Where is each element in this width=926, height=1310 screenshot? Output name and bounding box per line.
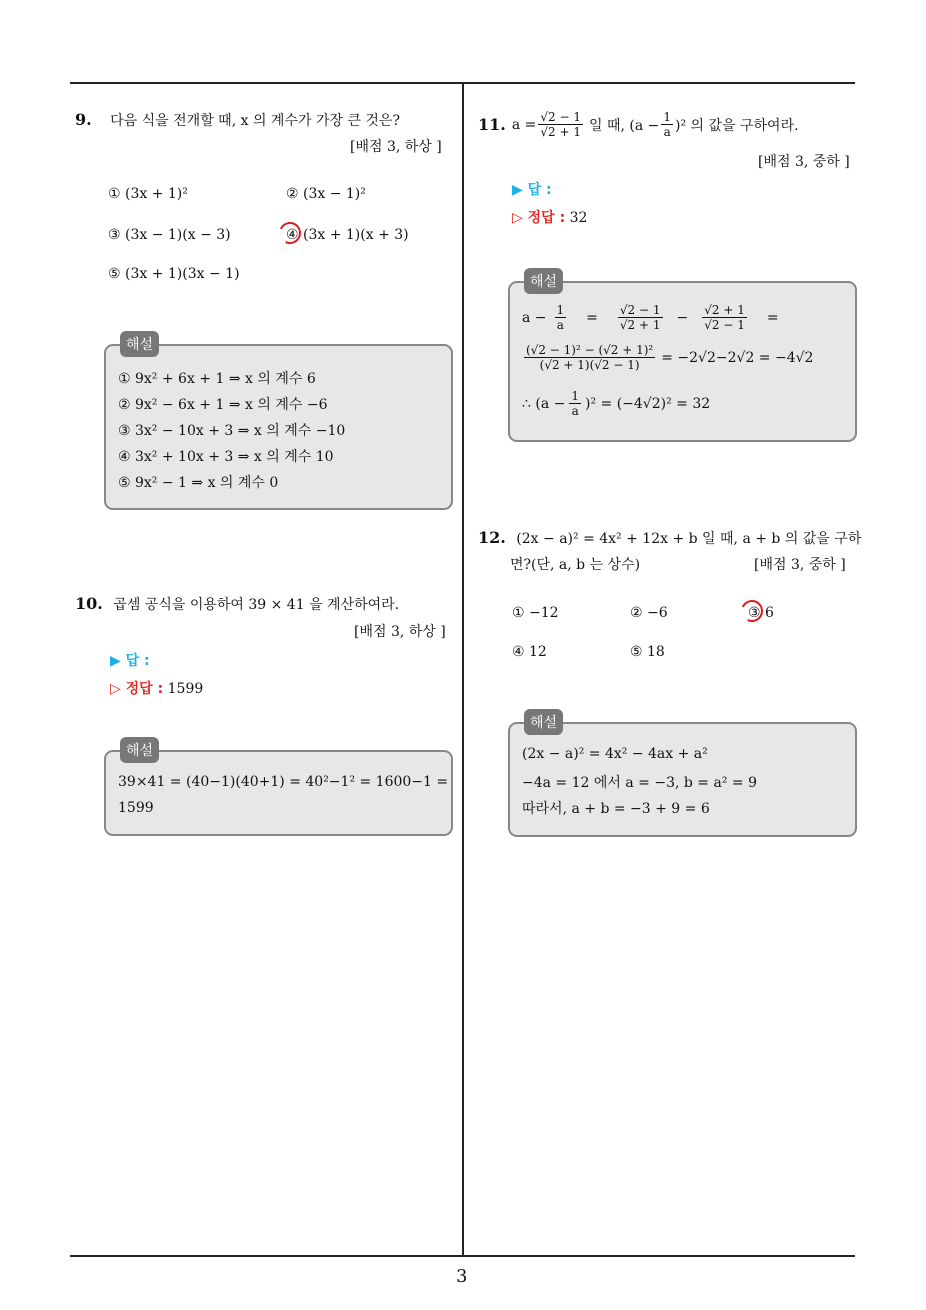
choice-4[interactable]: ④ (3x + 1)(x + 3) bbox=[286, 227, 409, 243]
choice-1[interactable]: ① (3x + 1)² bbox=[108, 186, 188, 202]
score-label: [배점 3, 중하 ] bbox=[758, 154, 850, 170]
solution-line: 따라서, a + b = −3 + 9 = 6 bbox=[522, 801, 710, 817]
solution-text: a − bbox=[522, 309, 547, 326]
bottom-rule bbox=[70, 1255, 855, 1257]
choice-5[interactable]: ⑤ 18 bbox=[630, 644, 665, 660]
solution-line: (2x − a)² = 4x² − 4ax + a² bbox=[522, 746, 708, 762]
question-suffix: )² 의 값을 구하여라. bbox=[675, 117, 799, 134]
question-text: (2x − a)² = 4x² + 12x + b 일 때, a + b 의 값을 구하 bbox=[516, 531, 862, 547]
question-text: 다음 식을 전개할 때, x 의 계수가 가장 큰 것은? bbox=[110, 113, 400, 129]
question-mid: 일 때, (a − bbox=[588, 117, 660, 134]
solution-line: 1599 bbox=[118, 800, 154, 816]
solution-line: −4a = 12 에서 a = −3, b = a² = 9 bbox=[522, 775, 757, 791]
choice-5[interactable]: ⑤ (3x + 1)(3x − 1) bbox=[108, 266, 240, 282]
question-text: 곱셈 공식을 이용하여 39 × 41 을 계산하여라. bbox=[113, 597, 400, 613]
solution-tag: 해설 bbox=[524, 709, 563, 735]
fraction: $\frac{1}{a}$ bbox=[571, 389, 579, 418]
solution-tag: 해설 bbox=[120, 737, 159, 763]
question-number: 12. bbox=[478, 528, 506, 547]
question-number: 11. bbox=[478, 115, 506, 134]
solution-tag: 해설 bbox=[120, 331, 159, 357]
solution-box bbox=[104, 743, 453, 836]
solution-line: ⑤ 9x² − 1 ⇒ x 의 계수 0 bbox=[118, 475, 279, 491]
correct-value: 1599 bbox=[167, 681, 204, 697]
solution-text: − bbox=[676, 309, 689, 326]
question-number: 10. bbox=[75, 594, 103, 613]
score-label: [배점 3, 하상 ] bbox=[350, 139, 442, 155]
choice-2[interactable]: ② (3x − 1)² bbox=[286, 186, 366, 202]
solution-line: ③ 3x² − 10x + 3 ⇒ x 의 계수 −10 bbox=[118, 423, 346, 439]
choice-3[interactable]: ③ (3x − 1)(x − 3) bbox=[108, 227, 231, 243]
fraction: $\frac{√2 - 1}{√2 + 1}$ bbox=[540, 110, 581, 139]
answer-label: ▶ 답 : bbox=[110, 653, 150, 669]
fraction: $\frac{1}{a}$ bbox=[556, 303, 565, 332]
score-label: [배점 3, 중하 ] bbox=[754, 557, 846, 573]
score-label: [배점 3, 하상 ] bbox=[354, 624, 446, 640]
solution-text: = bbox=[586, 309, 598, 326]
solution-text: ∴ (a − bbox=[522, 395, 566, 412]
choice-4[interactable]: ④ 12 bbox=[512, 644, 547, 660]
choice-1[interactable]: ① −12 bbox=[512, 605, 559, 621]
question-number: 9. bbox=[75, 110, 92, 129]
question-text: 면?(단, a, b 는 상수) bbox=[510, 557, 641, 573]
fraction: $\frac{√2 + 1}{√2 - 1}$ bbox=[704, 303, 745, 332]
solution-box bbox=[508, 274, 857, 442]
solution-text: = −2√2−2√2 = −4√2 bbox=[661, 349, 814, 366]
correct-label: ▷ 정답 : bbox=[110, 681, 164, 697]
solution-box bbox=[104, 337, 453, 510]
solution-line: ④ 3x² + 10x + 3 ⇒ x 의 계수 10 bbox=[118, 449, 334, 465]
fraction: $\frac{√2 - 1}{√2 + 1}$ bbox=[619, 303, 661, 332]
solution-line: ① 9x² + 6x + 1 ⇒ x 의 계수 6 bbox=[118, 371, 316, 387]
solution-text: )² = (−4√2)² = 32 bbox=[585, 395, 711, 412]
solution-line: ② 9x² − 6x + 1 ⇒ x 의 계수 −6 bbox=[118, 397, 328, 413]
solution-text: = bbox=[766, 309, 779, 326]
correct-value: 32 bbox=[569, 210, 588, 226]
choice-2[interactable]: ② −6 bbox=[630, 605, 668, 621]
fraction: $\frac{1}{a}$ bbox=[663, 110, 672, 139]
correct-label: ▷ 정답 : bbox=[512, 210, 566, 226]
solution-line: 39×41 = (40−1)(40+1) = 40²−1² = 1600−1 = bbox=[118, 774, 449, 790]
question-prefix: a = bbox=[511, 116, 537, 133]
solution-tag: 해설 bbox=[524, 268, 563, 294]
choice-3[interactable]: ③ 6 bbox=[748, 605, 774, 621]
page-number: 3 bbox=[456, 1266, 468, 1287]
solution-box bbox=[508, 715, 857, 837]
column-divider bbox=[462, 82, 464, 1256]
fraction: $\frac{\text{(√2 − 1)² − (√2 + 1)²}}{(√2 + 1)(√2 - 1)}$ bbox=[526, 343, 654, 372]
answer-label: ▶ 답 : bbox=[512, 182, 552, 198]
